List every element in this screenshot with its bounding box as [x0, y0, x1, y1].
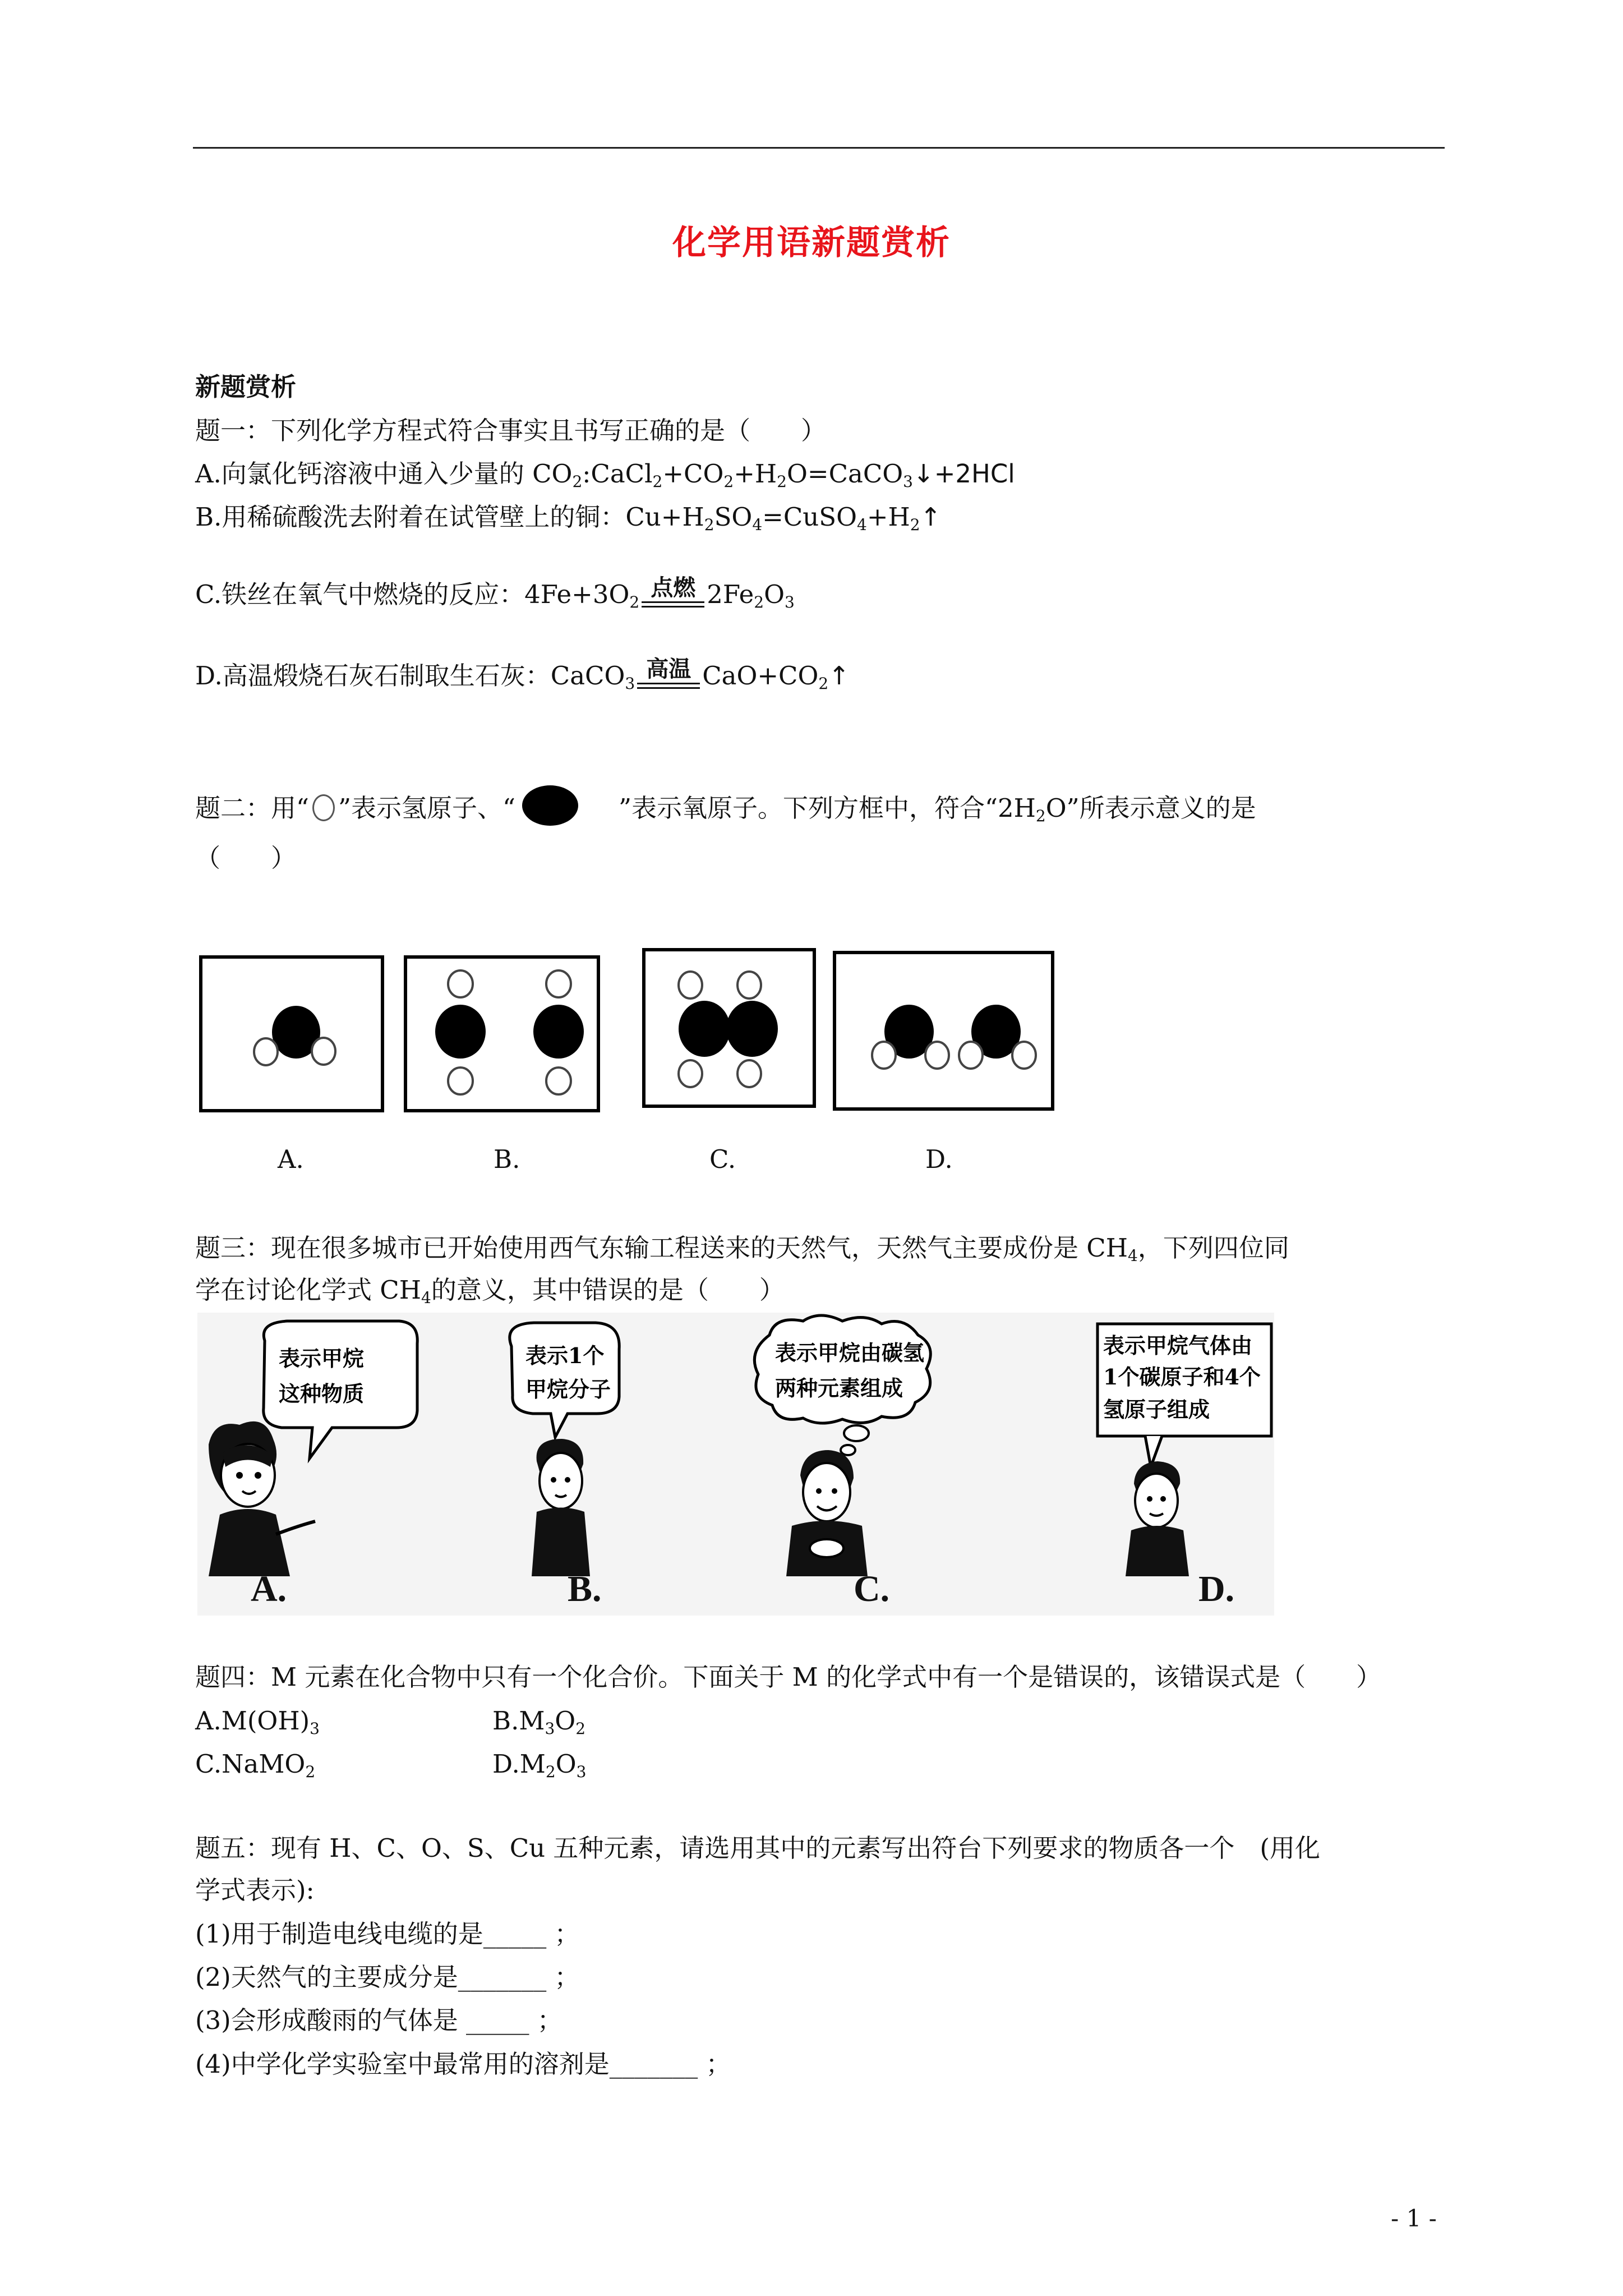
bubble-d-line3: 氢原子组成: [1103, 1397, 1210, 1422]
q2-box-c: [642, 948, 816, 1108]
bubble-b-line1: 表示1个: [525, 1343, 605, 1368]
thought-bubble-c: [754, 1315, 930, 1423]
page-number: - 1 -: [1391, 2205, 1437, 2232]
q2-label-b: B.: [494, 1144, 520, 1174]
q4-option-d: $D.M_2O_3$: [492, 1749, 587, 1781]
molecule-d-diagram: [836, 954, 1051, 1107]
q4-option-c: C.NaMO$_2$: [195, 1749, 316, 1781]
q2-stem: 题二：用“ ”表示氢原子、“ ”表示氧原子。下列方框中，符合“$2H_2O$”所表示意义的是: [195, 785, 1256, 826]
q3-letter-c: C.: [854, 1568, 890, 1609]
q3-stem-line2: 学在讨论化学式 $CH_4$的意义，其中错误的是（ ）: [195, 1275, 785, 1307]
molecule-a-diagram: [202, 959, 381, 1109]
bubble-b-line2: 甲烷分子: [525, 1377, 611, 1402]
q5-item-1: (1)用于制造电线电缆的是_____ ；: [195, 1919, 580, 1949]
q2-box-d: [833, 951, 1054, 1111]
bubble-a-line2: 这种物质: [279, 1381, 365, 1406]
molecule-b-diagram: [407, 959, 597, 1109]
q4-option-a: $A.M(OH)_3$: [195, 1706, 320, 1738]
header-rule: [193, 147, 1445, 149]
page-title: 化学用语新题赏析: [672, 223, 951, 263]
bubble-a-line1: 表示甲烷: [279, 1346, 365, 1371]
bubble-c-line2: 两种元素组成: [775, 1375, 903, 1401]
bubble-d-line1: 表示甲烷气体由: [1103, 1333, 1253, 1358]
q5-item-4: (4)中学化学实验室中最常用的溶剂是_______ ；: [195, 2049, 731, 2079]
students-illustration: [197, 1313, 1274, 1616]
q5-stem-line1: 题五：现有 H、C、O、S、Cu 五种元素，请选用其中的元素写出符台下列要求的物质各一个 (用化: [195, 1833, 1320, 1863]
q2-paren: （ ）: [195, 843, 297, 873]
section-heading: 新题赏析: [195, 372, 297, 402]
q1-stem: 题一：下列化学方程式符合事实且书写正确的是（ ）: [195, 416, 827, 445]
q2-label-a: A.: [278, 1144, 304, 1174]
q2-label-c: C.: [709, 1144, 736, 1174]
q5-item-3: (3)会形成酸雨的气体是 _____ ；: [195, 2005, 562, 2035]
q1-option-c: C.铁丝在氧气中燃烧的反应：$4Fe+3O_2$ 点燃 $2Fe_2O_3$: [195, 574, 795, 611]
condition-ignite: 点燃: [639, 578, 707, 611]
q2-box-a: [199, 955, 384, 1112]
condition-high-temp: 高温: [635, 659, 702, 693]
q2-box-b: [404, 955, 600, 1112]
q1-option-b: B.用稀硫酸洗去附着在试管壁上的铜：$Cu+H_2SO_4=CuSO_4+H_2↑$: [195, 502, 942, 534]
q3-letter-b: B.: [568, 1568, 602, 1609]
q3-letter-d: D.: [1198, 1568, 1235, 1609]
q2-label-d: D.: [925, 1144, 953, 1174]
oxygen-atom-icon: [522, 785, 578, 826]
q3-stem-line1: 题三：现在很多城市已开始使用西气东输工程送来的天然气，天然气主要成份是 $CH_4$，下列四位同: [195, 1233, 1289, 1265]
q4-stem: 题四：M 元素在化合物中只有一个化合价。下面关于 M 的化学式中有一个是错误的，该错误式是（ ）: [195, 1662, 1382, 1692]
bubble-d-line2: 1个碳原子和4个: [1103, 1364, 1261, 1389]
molecule-c-diagram: [645, 951, 813, 1105]
q1-option-d: D.高温煅烧石灰石制取生石灰：CaCO$_3$ 高温 $CaO+CO_2↑$: [195, 656, 850, 693]
q3-cartoon: [197, 1313, 1274, 1616]
q5-item-2: (2)天然气的主要成分是_______ ；: [195, 1962, 580, 1992]
q5-stem-line2: 学式表示):: [195, 1875, 315, 1905]
q1-option-a: A.向氯化钙溶液中通入少量的 $CO_2:CaCl_2+CO_2+H_2O=CaCO_3↓+2HCl$: [195, 459, 1015, 491]
bubble-c-line1: 表示甲烷由碳氢: [775, 1340, 925, 1365]
hydrogen-atom-icon: [312, 794, 335, 821]
q4-option-b: $B.M_3O_2$: [492, 1706, 586, 1738]
q3-letter-a: A.: [251, 1568, 287, 1609]
